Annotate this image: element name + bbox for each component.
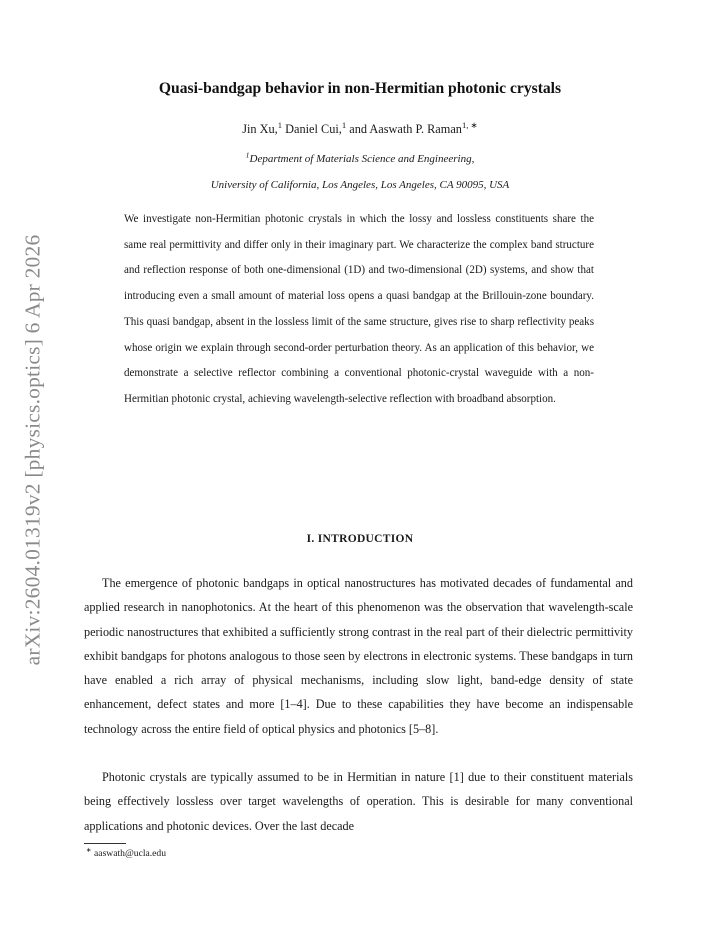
section-heading: I. INTRODUCTION — [306, 533, 414, 545]
paper-title: Quasi-bandgap behavior in non-Hermitian photonic crystals — [158, 80, 562, 97]
footnote-divider — [84, 843, 126, 844]
author-name: Jin Xu, — [242, 122, 278, 136]
footnote-marker: ∗ — [86, 846, 92, 854]
affiliation-marker: 1, ∗ — [461, 119, 478, 130]
body-paragraph: The emergence of photonic bandgaps in optical nanostructures has motivated decades of fundamental and applied research in nanophotonics. At the heart of this phenomenon was the observation that wavelength-scale periodic nanostructures that exhibited a sufficiently strong contrast in the real part of their dielectric permittivity exhibit bandgaps for photons analogous to those seen by electrons in electronic systems. These bandgaps in turn have enabled a rich array of physical mechanisms, including slow light, band-edge density of state enhancement, defect states and more [1–4]. Due to these capabilities they have become an indispensable technology across the entire field of optical physics and photonics [5–8]. — [84, 576, 633, 736]
author-name: and Aaswath P. Raman — [346, 122, 462, 136]
body-paragraph: Photonic crystals are typically assumed to be in Hermitian in nature [1] due to their constituent materials being effectively lossless over target wavelengths of operation. This is desirable for many conventional applications and photonic devices. Over the last decade — [84, 770, 633, 833]
affiliation-line-1 — [0, 150, 720, 165]
abstract: We investigate non-Hermitian photonic crystals in which the lossy and lossless constituents share the same real permittivity and differ only in their imaginary part. We characterize the complex band structure and reflection response of both one-dimensional (1D) and two-dimensional (2D) systems, and show that introducing even a small amount of material loss opens a quasi bandgap at the Brillouin-zone boundary. This quasi bandgap, absent in the lossless limit of the same structure, gives rise to sharp reflectivity peaks whose origin we explain through second-order perturbation theory. As an application of this behavior, we demonstrate a selective reflector combining a conventional photonic-crystal waveguide with a non-Hermitian photonic crystal, achieving wavelength-selective reflection with broadband absorption. — [124, 213, 594, 405]
footnote-email: aaswath@ucla.edu — [94, 848, 167, 859]
affiliation-department: Department of Materials Science and Engineering, — [249, 153, 475, 165]
footnote — [86, 848, 166, 859]
affiliation-marker: 1 — [245, 150, 250, 160]
affiliation-line-2: University of California, Los Angeles, Los Angeles, CA 90095, USA — [210, 179, 510, 191]
author-list — [0, 119, 720, 137]
arxiv-identifier-stamp: arXiv:2604.01319v2 [physics.optics] 6 Apr 2026 — [20, 234, 45, 666]
affiliation-marker: 1 — [277, 119, 283, 130]
affiliation-marker: 1 — [341, 119, 347, 130]
author-name: Daniel Cui, — [282, 122, 342, 136]
